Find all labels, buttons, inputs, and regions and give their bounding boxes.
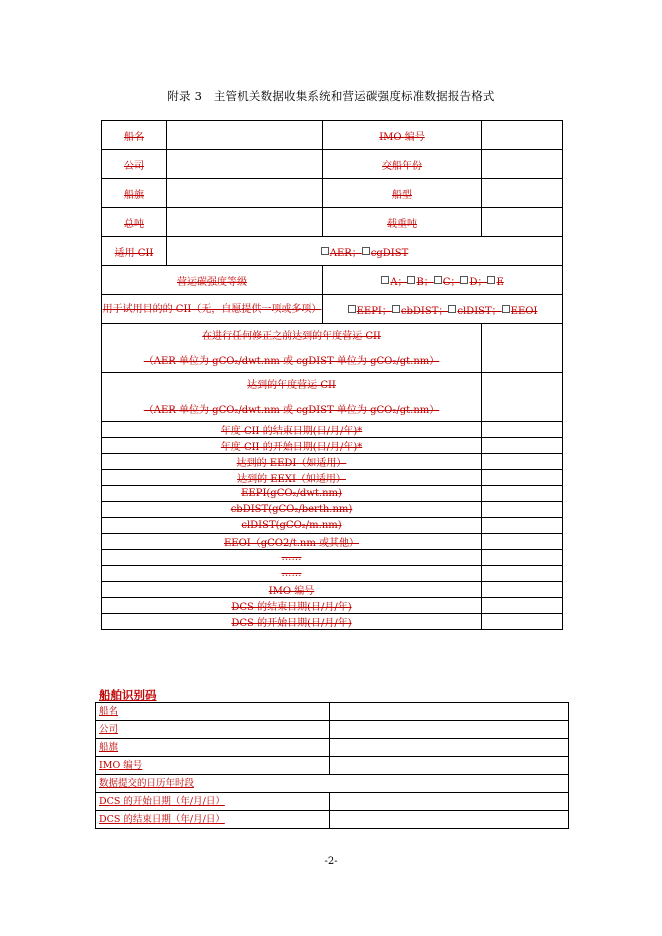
page-title: 附录 3 主管机关数据收集系统和营运碳强度标准数据报告格式 [167,89,495,103]
ellipsis-row-label: …… [102,550,482,566]
eexi-value[interactable] [482,470,563,486]
attained-cii-label: 达到的年度营运 CII （AER 单位为 gCO₂/dwt.nm 或 cgDIST 单位为 gCO₂/gt.nm） [102,373,482,422]
imo-number-row-value[interactable] [482,582,563,598]
ellipsis-row-label: …… [102,566,482,582]
checkbox-icon[interactable] [434,276,442,284]
flag-label: 船旗 [96,739,330,757]
flag-label: 船旗 [102,179,167,208]
checkbox-icon[interactable] [348,305,356,313]
gross-tonnage-label: 总吨 [102,208,167,237]
eedi-value[interactable] [482,454,563,470]
checkbox-icon[interactable] [448,305,456,313]
cii-before-correction-value[interactable] [482,324,563,373]
eexi-label: 达到的 EEXI（如适用） [102,470,482,486]
checkbox-icon[interactable] [392,305,400,313]
company-label: 公司 [96,721,330,739]
rating-label: 营运碳强度等级 [102,266,323,295]
imo-number-value[interactable] [330,757,569,775]
eeoi-label: EEOI（gCO2/t.nm 或其他） [102,534,482,550]
eepi-label: EEPI(gCO₂/dwt.nm) [102,486,482,502]
dcs-end-date-label: DCS 的结束日期(日/月/年) [102,598,482,614]
ship-name-value[interactable] [167,121,323,150]
checkbox-icon[interactable] [362,247,370,255]
dcs-start-date-value[interactable] [330,793,569,811]
rating-options[interactable]: A； B； C； D； E [323,266,563,295]
cbdist-label: cbDIST(gCO₂/berth.nm) [102,502,482,518]
cldist-value[interactable] [482,518,563,534]
eeoi-value[interactable] [482,534,563,550]
gross-tonnage-value[interactable] [167,208,323,237]
imo-number-row-label: IMO 编号 [102,582,482,598]
cldist-label: clDIST(gCO₂/m.nm) [102,518,482,534]
checkbox-icon[interactable] [502,305,510,313]
ship-identification-heading: 船舶识别码 [99,688,157,702]
cbdist-value[interactable] [482,502,563,518]
flag-value[interactable] [330,739,569,757]
dcs-end-date-label: DCS 的结束日期（年/月/日） [96,811,330,829]
dcs-start-date-value[interactable] [482,614,563,630]
ship-identification-table [95,702,569,829]
dcs-end-date-value[interactable] [330,811,569,829]
trial-cii-label: 用于试用目的的 CII（无，自愿提供一项或多项） [102,295,323,324]
report-format-table [101,120,563,630]
checkbox-icon[interactable] [460,276,468,284]
reporting-period-label: 数据提交的日历年时段 [96,775,569,793]
ellipsis-row-value[interactable] [482,566,563,582]
ellipsis-row-value[interactable] [482,550,563,566]
cii-before-correction-label: 在进行任何修正之前达到的年度营运 CII （AER 单位为 gCO₂/dwt.nm 或 cgDIST 单位为 gCO₂/gt.nm） [102,324,482,373]
dcs-start-date-label: DCS 的开始日期（年/月/日） [96,793,330,811]
attained-cii-value[interactable] [482,373,563,422]
deadweight-label: 载重吨 [323,208,482,237]
trial-cii-options[interactable]: EEPI； cbDIST； clDIST； EEOI [323,295,563,324]
delivery-year-label: 交船年份 [323,150,482,179]
company-label: 公司 [102,150,167,179]
page-number: -2- [324,856,338,867]
deadweight-value[interactable] [482,208,563,237]
ship-name-label: 船名 [96,703,330,721]
cii-start-date-value[interactable] [482,438,563,454]
cii-start-date-label: 年度 CII 的开始日期(日/月/年)* [102,438,482,454]
ship-name-value[interactable] [330,703,569,721]
checkbox-icon[interactable] [381,276,389,284]
cii-end-date-label: 年度 CII 的结束日期(日/月/年)* [102,422,482,438]
eepi-value[interactable] [482,486,563,502]
checkbox-icon[interactable] [407,276,415,284]
imo-number-label: IMO 编号 [323,121,482,150]
ship-type-value[interactable] [482,179,563,208]
delivery-year-value[interactable] [482,150,563,179]
checkbox-icon[interactable] [321,247,329,255]
dcs-end-date-value[interactable] [482,598,563,614]
company-value[interactable] [167,150,323,179]
flag-value[interactable] [167,179,323,208]
dcs-start-date-label: DCS 的开始日期(日/月/年) [102,614,482,630]
company-value[interactable] [330,721,569,739]
imo-number-value[interactable] [482,121,563,150]
ship-type-label: 船型 [323,179,482,208]
eedi-label: 达到的 EEDI（如适用） [102,454,482,470]
checkbox-icon[interactable] [487,276,495,284]
ship-name-label: 船名 [102,121,167,150]
applicable-cii-label: 适用 CII [102,237,167,266]
cii-end-date-value[interactable] [482,422,563,438]
applicable-cii-options[interactable]: AER； cgDIST [167,237,563,266]
imo-number-label: IMO 编号 [96,757,330,775]
